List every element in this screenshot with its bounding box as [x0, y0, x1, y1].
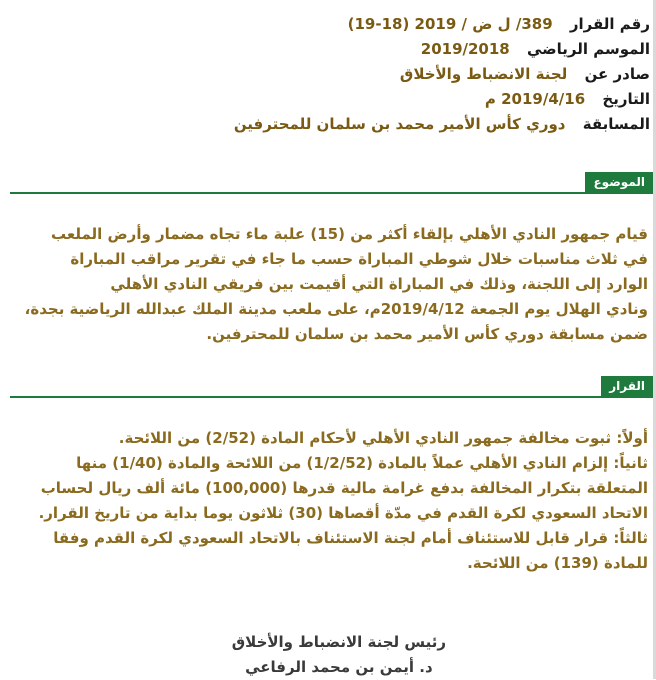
subject-line: في ثلاث مناسبات خلال شوطي المباراة حسب ما جاء في تقرير مراقب المباراة — [70, 250, 648, 268]
subject-body — [8, 222, 648, 347]
competition-label: المسابقة — [582, 115, 650, 133]
subject-line: ضمن مسابقة دوري كأس الأمير محمد بن سلمان للمحترفين. — [206, 325, 648, 343]
decision-heading: القرار — [601, 376, 653, 396]
subject-heading: الموضوع — [585, 172, 653, 192]
competition-value: دوري كأس الأمير محمد بن سلمان للمحترفين — [233, 115, 566, 133]
signature-title: رئيس لجنة الانضباط والأخلاق — [231, 633, 446, 651]
subject-line: الوارد إلى اللجنة، وذلك في المباراة التي أقيمت بين فريقي النادي الأهلي — [110, 275, 648, 293]
decision-line: أولاً: ثبوت مخالفة جمهور النادي الأهلي لأحكام المادة (2/52) من اللائحة. — [118, 429, 648, 447]
season-value: 2019/2018 — [420, 40, 510, 58]
decision-line: ثانياً: إلزام النادي الأهلي عملاً بالمادة (1/2/52) من اللائحة والمادة (1/40) منها — [76, 454, 648, 472]
decision-line: للمادة (139) من اللائحة. — [467, 554, 648, 572]
signature-block — [232, 630, 446, 680]
season-row — [10, 37, 650, 62]
signature-name: د. أيمن بن محمد الرفاعي — [245, 658, 433, 676]
season-label: الموسم الرياضي — [526, 40, 650, 58]
date-value: 2019/4/16 م — [484, 90, 586, 108]
issued-by-label: صادر عن — [584, 65, 650, 83]
competition-row — [10, 112, 650, 137]
subject-line: قيام جمهور النادي الأهلي بإلقاء أكثر من (15) علبة ماء تجاه مضمار وأرض الملعب — [50, 225, 648, 243]
decision-body — [8, 426, 648, 576]
subject-section-bar — [10, 172, 653, 194]
decision-line: المتعلقة بتكرار المخالفة بدفع غرامة مالية قدرها (100,000) مائة ألف ريال لحساب — [40, 479, 648, 497]
date-row — [10, 87, 650, 112]
decision-section-bar — [10, 376, 653, 398]
date-label: التاريخ — [602, 90, 650, 108]
issued-by-value: لجنة الانضباط والأخلاق — [399, 65, 568, 83]
subject-line: ونادي الهلال يوم الجمعة 2019/4/12م، على ملعب مدينة الملك عبدالله الرياضية بجدة، — [24, 300, 648, 318]
decision-line: ثالثاً: قرار قابل للاستئناف أمام لجنة الاستئناف بالاتحاد السعودي لكرة القدم وفقا — [53, 529, 648, 547]
issued-by-row — [10, 62, 650, 87]
decision-number-label: رقم القرار — [569, 15, 650, 33]
decision-number-value: 389/ ل ض / 2019 (18-19) — [347, 15, 553, 33]
decision-meta — [10, 12, 650, 137]
decision-number-row — [10, 12, 650, 37]
decision-line: الاتحاد السعودي لكرة القدم في مدّة أقصاها (30) ثلاثون يوما بداية من تاريخ القرار. — [38, 504, 648, 522]
